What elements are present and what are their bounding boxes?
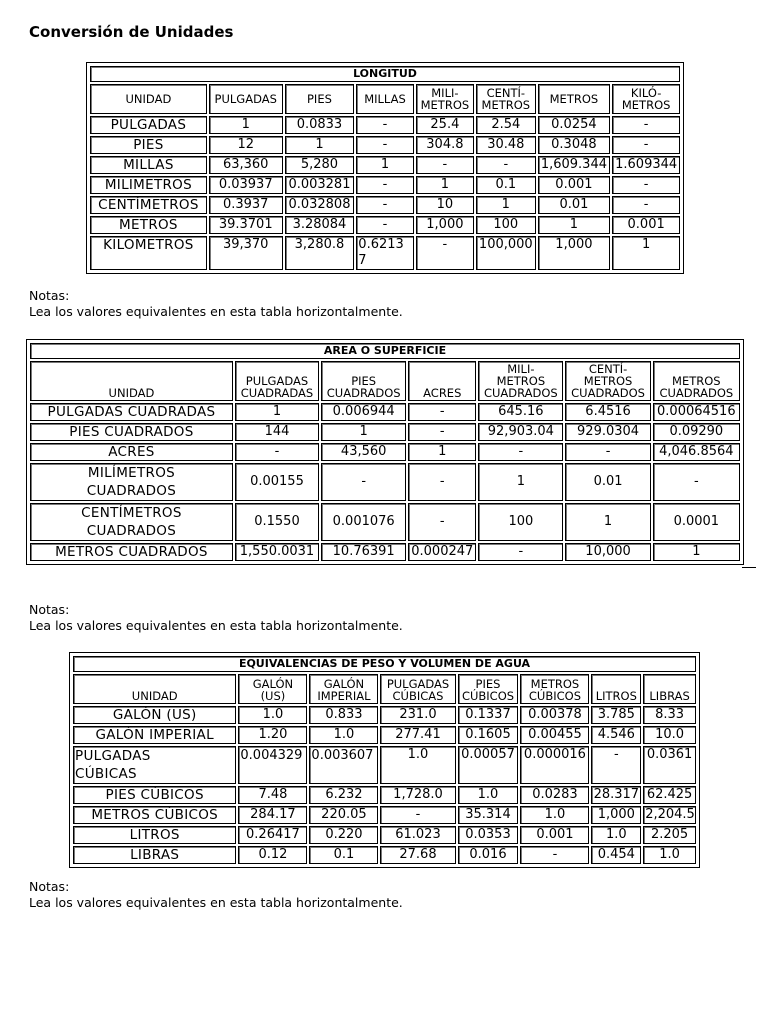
table-cell: 1	[235, 403, 319, 421]
table-cell: 0.016	[458, 846, 519, 864]
table-cell: -	[408, 403, 476, 421]
table-cell: 39,370	[209, 236, 283, 270]
table-cell: 0.1	[309, 846, 378, 864]
table-cell: 28.317	[591, 786, 641, 804]
table-cell: 62.425	[643, 786, 696, 804]
table-cell: 0.03937	[209, 176, 283, 194]
table-cell: -	[356, 196, 413, 214]
notes-label: Notas:	[29, 602, 70, 617]
table-cell: 4,046.8564	[653, 443, 740, 461]
table-cell: -	[321, 463, 406, 501]
table-cell: 1	[416, 176, 474, 194]
table-cell: 1.0	[591, 826, 641, 844]
table-cell: -	[653, 463, 740, 501]
table-cell: -	[356, 136, 413, 154]
header-pies-cubicos: PIES CÚBICOS	[458, 674, 519, 704]
table-row	[30, 423, 740, 441]
header-unidad: UNIDAD	[30, 361, 233, 401]
table-row	[30, 503, 740, 541]
table-cell: 0.833	[309, 706, 378, 724]
notes-area	[29, 602, 403, 634]
notes-longitud	[29, 288, 403, 320]
table-row	[90, 236, 680, 270]
table-cell: 1	[209, 116, 283, 134]
table-row	[30, 443, 740, 461]
table-cell: 10	[416, 196, 474, 214]
table-cell: 1	[285, 136, 355, 154]
table-cell: 0.62137	[356, 236, 413, 270]
table-cell: -	[235, 443, 319, 461]
table-row	[90, 136, 680, 154]
table-cell: 0.0833	[285, 116, 355, 134]
table-row	[73, 846, 696, 864]
table-cell: 1	[408, 443, 476, 461]
table-row	[30, 403, 740, 421]
table-cell: 0.454	[591, 846, 641, 864]
table-cell: -	[520, 846, 589, 864]
row-label: MILÍMETROS CUADRADOS	[30, 463, 233, 501]
table-cell: 1	[653, 543, 740, 561]
row-label: METROS	[90, 216, 207, 234]
table-cell: 1,000	[416, 216, 474, 234]
table-cell: 0.00455	[520, 726, 589, 744]
table-cell: 0.001	[538, 176, 611, 194]
table-cell: 304.8	[416, 136, 474, 154]
table-cell: 645.16	[478, 403, 563, 421]
table-cell: 0.09290	[653, 423, 740, 441]
area-table-frame	[26, 339, 744, 565]
table-cell: 0.1550	[235, 503, 319, 541]
row-label: KILOMETROS	[90, 236, 207, 270]
row-label: GALÓN (US)	[73, 706, 236, 724]
notes-peso	[29, 879, 403, 911]
table-cell: 0.006944	[321, 403, 406, 421]
table-cell: 0.003281	[285, 176, 355, 194]
notes-text: Lea los valores equivalentes en esta tabla horizontalmente.	[29, 304, 403, 319]
header-metros-cubicos: METROS CÚBICOS	[520, 674, 589, 704]
header-acres: ACRES	[408, 361, 476, 401]
row-label: GALÓN IMPERIAL	[73, 726, 236, 744]
row-label: PULGADAS CUADRADAS	[30, 403, 233, 421]
table-cell: -	[565, 443, 650, 461]
table-cell: 0.00064516	[653, 403, 740, 421]
table-row	[73, 726, 696, 744]
longitud-header-row	[90, 84, 680, 114]
table-row	[90, 176, 680, 194]
longitud-table	[88, 64, 682, 272]
table-row	[73, 786, 696, 804]
table-cell: 3.785	[591, 706, 641, 724]
table-row	[30, 543, 740, 561]
table-cell: 220.05	[309, 806, 378, 824]
table-cell: 4.546	[591, 726, 641, 744]
longitud-caption: LONGITUD	[90, 66, 680, 82]
table-cell: 1.0	[520, 806, 589, 824]
table-cell: 144	[235, 423, 319, 441]
page-title: Conversión de Unidades	[29, 23, 234, 41]
table-cell: 63,360	[209, 156, 283, 174]
table-cell: 0.1	[476, 176, 535, 194]
row-label: METROS CÚBICOS	[73, 806, 236, 824]
table-cell: 1.0	[643, 846, 696, 864]
table-cell: 1,000	[591, 806, 641, 824]
table-cell: 1	[321, 423, 406, 441]
notes-text: Lea los valores equivalentes en esta tabla horizontalmente.	[29, 895, 403, 910]
header-centimetros-cuadrados: CENTÍ- METROS CUADRADOS	[565, 361, 650, 401]
table-cell: 1.0	[458, 786, 519, 804]
table-cell: 0.1337	[458, 706, 519, 724]
table-cell: -	[408, 423, 476, 441]
table-cell: 2.54	[476, 116, 535, 134]
table-cell: 277.41	[380, 726, 455, 744]
table-cell: -	[612, 136, 680, 154]
table-cell: -	[591, 746, 641, 784]
table-row	[90, 156, 680, 174]
row-label: PIES	[90, 136, 207, 154]
table-cell: 0.3937	[209, 196, 283, 214]
table-cell: -	[476, 156, 535, 174]
table-cell: -	[416, 236, 474, 270]
header-litros: LITROS	[591, 674, 641, 704]
table-cell: 6.4516	[565, 403, 650, 421]
table-cell: 10.76391	[321, 543, 406, 561]
table-cell: 1.0	[380, 746, 455, 784]
table-cell: 1,550.0031	[235, 543, 319, 561]
table-cell: 0.0361	[643, 746, 696, 784]
horizontal-rule	[742, 567, 756, 568]
table-cell: 1.0	[309, 726, 378, 744]
row-label: PULGADAS CÚBICAS	[73, 746, 236, 784]
table-cell: 5,280	[285, 156, 355, 174]
header-pulgadas-cubicas: PULGADAS CÚBICAS	[380, 674, 455, 704]
table-cell: 929.0304	[565, 423, 650, 441]
table-cell: 10,000	[565, 543, 650, 561]
header-centimetros: CENTÍ- METROS	[476, 84, 535, 114]
table-cell: -	[478, 443, 563, 461]
table-row	[73, 806, 696, 824]
table-cell: 0.00057	[458, 746, 519, 784]
table-cell: 43,560	[321, 443, 406, 461]
table-row	[30, 463, 740, 501]
table-cell: 100	[476, 216, 535, 234]
table-cell: 1,000	[538, 236, 611, 270]
longitud-table-frame	[86, 62, 684, 274]
notes-text: Lea los valores equivalentes en esta tabla horizontalmente.	[29, 618, 403, 633]
table-cell: 0.032808	[285, 196, 355, 214]
peso-header-row	[73, 674, 696, 704]
row-label: PIES CUADRADOS	[30, 423, 233, 441]
table-cell: 1	[612, 236, 680, 270]
table-cell: 0.220	[309, 826, 378, 844]
table-cell: 25.4	[416, 116, 474, 134]
row-label: LIBRAS	[73, 846, 236, 864]
table-cell: 1	[538, 216, 611, 234]
table-row	[90, 196, 680, 214]
table-cell: -	[612, 116, 680, 134]
table-row	[73, 826, 696, 844]
table-row	[73, 706, 696, 724]
table-cell: 2,204.5	[645, 807, 695, 822]
table-cell: 92,903.04	[478, 423, 563, 441]
table-cell: 0.003607	[309, 746, 378, 784]
table-cell: 35.314	[458, 806, 519, 824]
table-cell: 100	[478, 503, 563, 541]
header-kilometros: KILÓ- METROS	[612, 84, 680, 114]
header-pies: PIES	[285, 84, 355, 114]
header-metros: METROS	[538, 84, 611, 114]
header-unidad: UNIDAD	[73, 674, 236, 704]
table-cell: -	[356, 176, 413, 194]
table-cell: -	[612, 196, 680, 214]
table-cell: 0.00155	[235, 463, 319, 501]
table-cell: 2.205	[643, 826, 696, 844]
table-cell: 0.0001	[653, 503, 740, 541]
table-cell: -	[416, 156, 474, 174]
row-label: PIES CÚBICOS	[73, 786, 236, 804]
notes-label: Notas:	[29, 288, 70, 303]
table-cell: 27.68	[380, 846, 455, 864]
table-cell: 0.0283	[520, 786, 589, 804]
table-cell: 39.3701	[209, 216, 283, 234]
table-cell: 0.000247	[408, 543, 476, 561]
table-cell: 12	[209, 136, 283, 154]
row-label: MILLAS	[90, 156, 207, 174]
header-pies-cuadrados: PIES CUADRADOS	[321, 361, 406, 401]
row-label: CENTÍMETROS	[90, 196, 207, 214]
table-cell: -	[380, 806, 455, 824]
row-label: PULGADAS	[90, 116, 207, 134]
header-millas: MILLAS	[356, 84, 413, 114]
header-milimetros: MILI- METROS	[416, 84, 474, 114]
area-header-row	[30, 361, 740, 401]
table-cell: 0.000016	[520, 746, 589, 784]
table-row	[90, 116, 680, 134]
table-cell: 1.20	[238, 726, 307, 744]
row-label: MILIMETROS	[90, 176, 207, 194]
header-milimetros-cuadrados: MILI- METROS CUADRADOS	[478, 361, 563, 401]
peso-caption: EQUIVALENCIAS DE PESO Y VOLUMEN DE AGUA	[73, 656, 696, 672]
table-cell: -	[612, 176, 680, 194]
peso-table-frame	[69, 652, 700, 868]
table-cell: -	[478, 543, 563, 561]
table-cell: 0.01	[538, 196, 611, 214]
table-cell: 6.232	[309, 786, 378, 804]
table-cell: 0.26417	[238, 826, 307, 844]
table-row	[90, 216, 680, 234]
table-cell: 1,609.344	[538, 156, 611, 174]
table-cell: 0.0254	[538, 116, 611, 134]
table-cell: 1	[356, 156, 413, 174]
header-libras: LIBRAS	[643, 674, 696, 704]
table-cell: 0.001	[612, 216, 680, 234]
table-cell: 1	[476, 196, 535, 214]
header-metros-cuadrados: METROS CUADRADOS	[653, 361, 740, 401]
header-galon-us: GALÓN (US)	[238, 674, 307, 704]
table-cell: 1	[478, 463, 563, 501]
table-cell: 7.48	[238, 786, 307, 804]
table-cell: 0.001	[520, 826, 589, 844]
table-cell: 1.609344	[612, 156, 680, 174]
peso-table	[71, 654, 698, 866]
table-cell: 0.1605	[458, 726, 519, 744]
table-cell: -	[408, 503, 476, 541]
table-cell: -	[356, 216, 413, 234]
table-cell: 0.12	[238, 846, 307, 864]
table-cell: 1,728.0	[380, 786, 455, 804]
table-cell: -	[356, 116, 413, 134]
row-label: CENTÍMETROS CUADRADOS	[30, 503, 233, 541]
table-cell: 100,000	[476, 236, 535, 270]
table-cell: 3.28084	[285, 216, 355, 234]
row-label: ACRES	[30, 443, 233, 461]
notes-label: Notas:	[29, 879, 70, 894]
table-cell: 30.48	[476, 136, 535, 154]
table-cell: 0.004329	[238, 746, 307, 784]
table-cell: 1.0	[238, 706, 307, 724]
header-pulgadas-cuadradas: PULGADAS CUADRADAS	[235, 361, 319, 401]
table-cell: 61.023	[380, 826, 455, 844]
table-row	[73, 746, 696, 784]
header-galon-imperial: GALÓN IMPERIAL	[309, 674, 378, 704]
table-cell: 8.33	[643, 706, 696, 724]
table-cell: 0.001076	[321, 503, 406, 541]
area-caption: AREA O SUPERFICIE	[30, 343, 740, 359]
row-label: LITROS	[73, 826, 236, 844]
table-cell: 231.0	[380, 706, 455, 724]
area-table	[28, 341, 742, 563]
header-unidad: UNIDAD	[90, 84, 207, 114]
header-pulgadas: PULGADAS	[209, 84, 283, 114]
table-cell: -	[408, 463, 476, 501]
table-cell: 0.3048	[538, 136, 611, 154]
table-cell: 0.01	[565, 463, 650, 501]
table-cell: 0.0353	[458, 826, 519, 844]
table-cell: 3,280.8	[285, 236, 355, 270]
table-cell: 10.0	[643, 726, 696, 744]
table-cell: 0.00378	[520, 706, 589, 724]
table-cell: 1	[565, 503, 650, 541]
row-label: METROS CUADRADOS	[30, 543, 233, 561]
table-cell: 284.17	[238, 806, 307, 824]
